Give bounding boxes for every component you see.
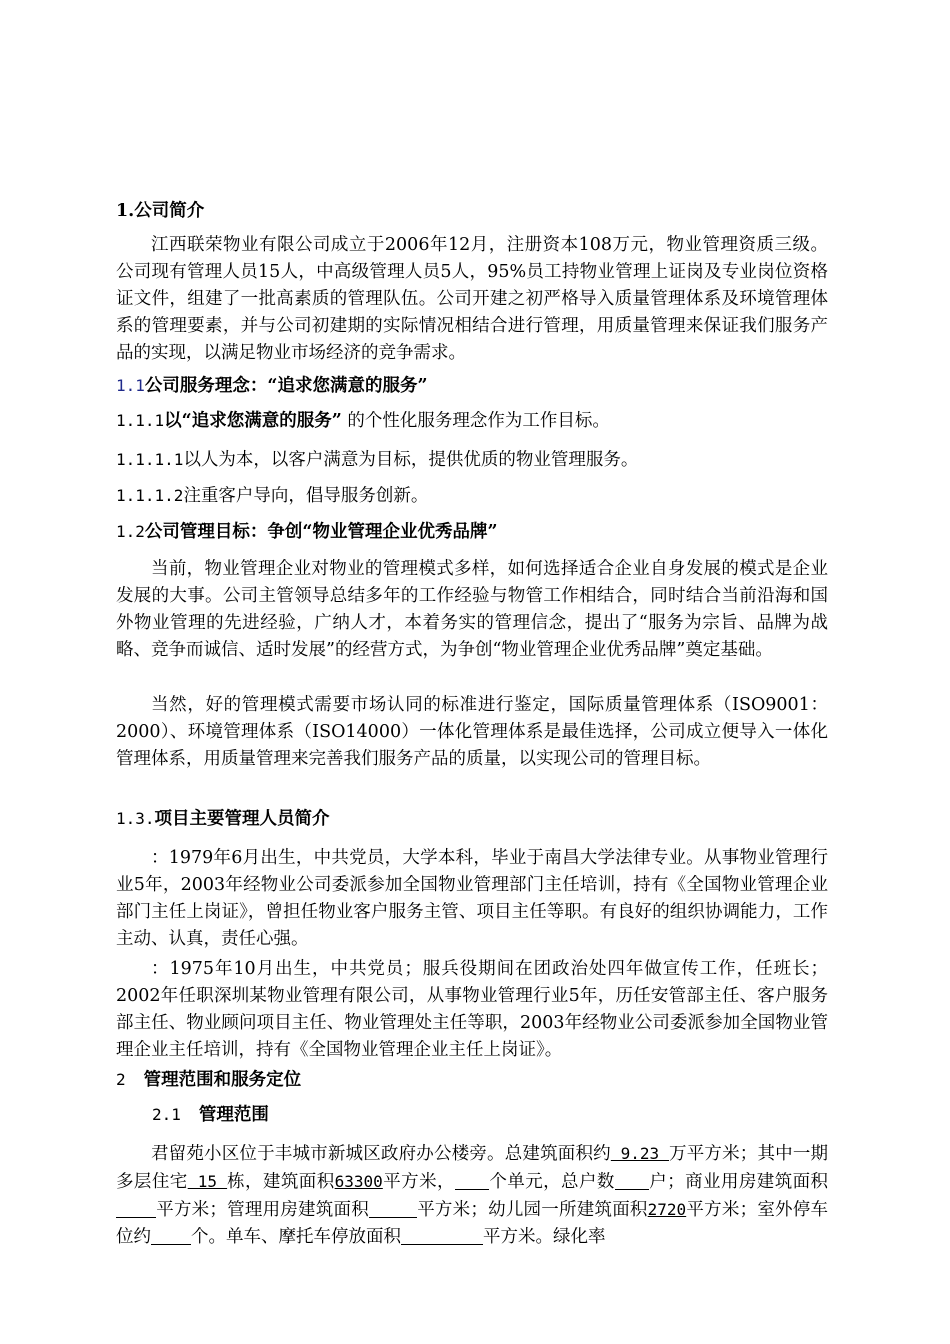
manager-1-bio-paragraph: ：1979年6月出生，中共党员，大学本科，毕业于南昌大学法律专业。从事物业管理行业5年，2003年经物业公司委派参加全国物业管理部门主任培训，持有《全国物业管理企业部门主任上岗证》，曾担任物业客户服务主管、项目主任等职。有良好的组织协调能力，工作主动、认真，责任心强。 — [116, 848, 828, 949]
company-intro-paragraph: 江西联荣物业有限公司成立于2006年12月，注册资本108万元，物业管理资质三级。公司现有管理人员15人，中高级管理人员5人，95%员工持物业管理上证岗及专业岗位资格证文件，组建了一批高素质的管理队伍。公司开建之初严格导入质量管理体系及环境管理体系的管理要素，并与公司初建期的实际情况相结合进行管理，用质量管理来保证我们服务产品的实现，以满足物业市场经济的竞争需求。 — [116, 235, 828, 363]
section-2-1-heading: 2.1 管理范围 — [152, 1105, 269, 1125]
unit-count-blank — [455, 1171, 489, 1190]
phase1-area-value: 63300 — [334, 1172, 383, 1191]
item-1-1-1: 1.1.1以“追求您满意的服务” 的个性化服务理念作为工作目标。 — [116, 411, 610, 431]
commercial-area-blank — [116, 1199, 156, 1218]
kindergarten-area-value: 2720 — [647, 1200, 687, 1219]
section-number: 1.2 — [116, 522, 145, 541]
item-number: 1.1.1.1 — [116, 450, 184, 469]
total-area-value: 9.23 — [610, 1144, 670, 1163]
item-1-1-1-1: 1.1.1.1以人为本，以客户满意为目标，提供优质的物业管理服务。 — [116, 450, 639, 470]
parking-count-blank — [151, 1226, 191, 1245]
item-number: 1.1.1 — [116, 411, 165, 430]
item-1-1-1-2: 1.1.1.2注重客户导向，倡导服务创新。 — [116, 486, 429, 506]
management-goal-paragraph-2: 当然，好的管理模式需要市场认同的标准进行鉴定，国际质量管理体系（ISO9001：2000）、环境管理体系（ISO14000）一体化管理体系是最佳选择，公司成立便导入一体化管理体系，用质量管理来完善我们服务产品的质量，以实现公司的管理目标。 — [116, 695, 828, 769]
section-1-heading: 1.公司简介 — [116, 201, 205, 221]
item-number: 1.1.1.2 — [116, 486, 184, 505]
building-count-value: 15 — [187, 1172, 228, 1191]
section-number: 2 — [116, 1070, 126, 1089]
bike-parking-area-blank — [401, 1226, 483, 1245]
section-1-1-heading: 1.1公司服务理念：“追求您满意的服务” — [116, 376, 428, 396]
section-number: 1.1 — [116, 376, 145, 395]
management-goal-paragraph-1: 当前，物业管理企业对物业的管理模式多样，如何选择适合企业自身发展的模式是企业发展的大事。公司主管领导总结多年的工作经验与物管工作相结合，同时结合当前沿海和国外物业管理的先进经验，广纳人才，本着务实的管理信念，提出了“服务为宗旨、品牌为战略、竞争而诚信、适时发展”的经营方式，为争创“物业管理企业优秀品牌”奠定基础。 — [116, 559, 828, 660]
admin-area-blank — [369, 1199, 417, 1218]
management-scope-paragraph: 君留苑小区位于丰城市新城区政府办公楼旁。总建筑面积约 9.23 万平方米；其中一期多层住宅 15 栋，建筑面积63300平方米， 个单元，总户数 户；商业用房建筑面积平方米；管理用房建筑面积 平方米；幼儿园一所建筑面积2720平方米；室外停车位约 个。单车、摩托车停放面积 平方米。绿化率 — [116, 1144, 829, 1247]
section-number: 1.3. — [116, 809, 155, 828]
section-1-3-heading: 1.3.项目主要管理人员简介 — [116, 809, 330, 829]
section-2-heading: 2 管理范围和服务定位 — [116, 1070, 302, 1090]
section-number: 2.1 — [152, 1105, 181, 1124]
household-count-blank — [615, 1171, 649, 1190]
section-1-2-heading: 1.2公司管理目标：争创“物业管理企业优秀品牌” — [116, 522, 498, 542]
manager-2-bio-paragraph: ：1975年10月出生，中共党员；服兵役期间在团政治处四年做宣传工作，任班长；2002年任职深圳某物业管理有限公司，从事物业管理行业5年，历任安管部主任、客户服务部主任、物业顾问项目主任、物业管理处主任等职，2003年经物业公司委派参加全国物业管理企业主任培训，持有《全国物业管理企业主任上岗证》。 — [116, 959, 828, 1060]
